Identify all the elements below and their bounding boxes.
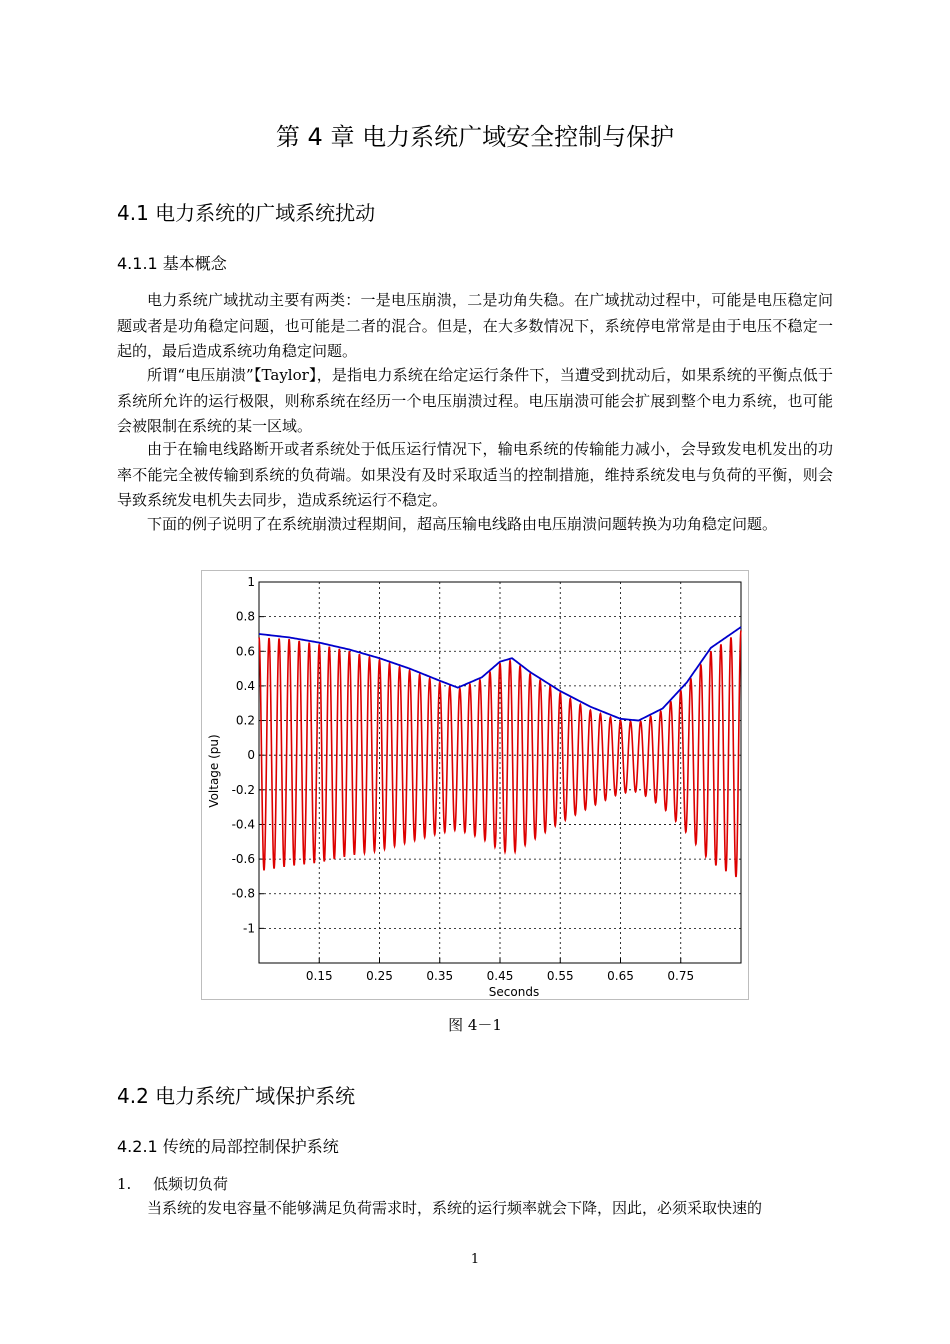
list-item-label: 低频切负荷: [153, 1175, 229, 1193]
x-tick-label: 0.15: [305, 969, 333, 983]
y-tick-label: -0.2: [231, 782, 255, 797]
x-tick-label: 0.65: [607, 969, 634, 983]
y-tick-label: -0.4: [231, 817, 255, 832]
x-tick-label: 0.45: [486, 969, 514, 983]
paragraph-3: 由于在输电线路断开或者系统处于低压运行情况下，输电系统的传输能力减小，会导致发电机发出的功率不能完全被传输到系统的负荷端。如果没有及时采取适当的控制措施，维持系统发电与负荷的平衡，则会导致系统发电机失去同步，造成系统运行不稳定。: [117, 440, 833, 509]
y-tick-label: 0.4: [235, 678, 255, 693]
subsection-heading-4-1-1: 4.1.1 基本概念: [117, 254, 227, 273]
paragraph-2: 所谓“电压崩溃”【Taylor】，是指电力系统在给定运行条件下，当遭受到扰动后，如果系统的平衡点低于系统所允许的运行极限，则称系统在经历一个电压崩溃过程。电压崩溃可能会扩展到整个电力系统，也可能会被限制在系统的某一区域。: [117, 366, 833, 435]
y-tick-label: -0.6: [231, 852, 255, 867]
figure-frame: [201, 570, 749, 1000]
y-tick-label: 0.8: [235, 609, 255, 624]
paragraph-1: 电力系统广域扰动主要有两类：一是电压崩溃，二是功角失稳。在广域扰动过程中，可能是电压稳定问题或者是功角稳定问题，也可能是二者的混合。但是，在大多数情况下，系统停电常常是由于电压不稳定一起的，最后造成系统功角稳定问题。: [117, 291, 833, 360]
y-tick-label: 1: [247, 575, 255, 589]
x-tick-label: 0.35: [426, 969, 454, 983]
x-axis-label: Seconds: [488, 985, 540, 999]
paragraph-5: 当系统的发电容量不能够满足负荷需求时，系统的运行频率就会下降，因此，必须采取快速的: [147, 1199, 763, 1217]
paragraph-4: 下面的例子说明了在系统崩溃过程期间，超高压输电线路由电压崩溃问题转换为功角稳定问题。: [147, 515, 778, 533]
y-axis-label: Voltage (pu): [207, 734, 221, 808]
x-tick-label: 0.55: [546, 969, 574, 983]
y-tick-label: 0.2: [235, 713, 255, 728]
list-item: [117, 1173, 228, 1194]
subsection-heading-4-2-1: 4.2.1 传统的局部控制保护系统: [117, 1137, 339, 1156]
list-item-number: 1.: [117, 1175, 132, 1193]
y-tick-label: -1: [243, 921, 255, 936]
chapter-title: 第 4 章 电力系统广域安全控制与保护: [275, 123, 675, 151]
voltage-chart: [202, 571, 748, 999]
y-tick-label: 0.6: [235, 644, 255, 659]
figure-caption: 图 4－1: [448, 1016, 502, 1034]
page-number: 1: [470, 1252, 480, 1267]
x-tick-label: 0.75: [667, 969, 695, 983]
y-tick-label: 0: [247, 748, 255, 763]
x-tick-label: 0.25: [366, 969, 393, 983]
section-heading-4-1: 4.1 电力系统的广域系统扰动: [117, 201, 376, 225]
y-tick-label: -0.8: [231, 886, 255, 901]
section-heading-4-2: 4.2 电力系统广域保护系统: [117, 1084, 356, 1108]
